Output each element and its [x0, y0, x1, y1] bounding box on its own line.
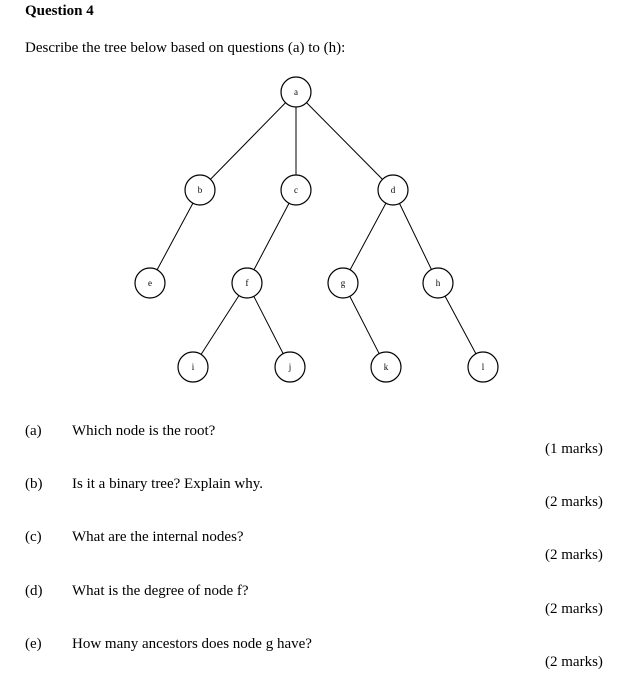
question-heading: Question 4	[25, 3, 94, 19]
question-marks: (2 marks)	[545, 547, 603, 563]
question-label: (d)	[25, 583, 43, 599]
question-intro: Describe the tree below based on questions (a) to (h):	[25, 40, 346, 56]
question-label: (a)	[25, 423, 42, 439]
question-text: Is it a binary tree? Explain why.	[72, 476, 264, 492]
question-text: How many ancestors does node g have?	[72, 636, 312, 652]
question-label: (c)	[25, 529, 42, 545]
tree-node-label: f	[245, 278, 249, 288]
tree-node-label: j	[288, 362, 292, 372]
tree-node-label: d	[390, 185, 396, 195]
question-text: Which node is the root?	[72, 423, 216, 439]
tree-edge-b-e	[150, 190, 200, 283]
tree-node-i	[178, 352, 208, 382]
question-marks: (1 marks)	[545, 441, 603, 457]
question-label: (e)	[25, 636, 42, 652]
tree-node-a	[281, 77, 311, 107]
question-marks: (2 marks)	[545, 494, 603, 510]
tree-node-label: b	[197, 185, 203, 195]
tree-node-label: c	[294, 185, 298, 195]
tree-node-label: g	[340, 278, 346, 288]
question-marks: (2 marks)	[545, 654, 603, 670]
tree-node-label: h	[435, 278, 441, 288]
tree-node-j	[275, 352, 305, 382]
tree-node-label: i	[191, 362, 195, 372]
tree-edge-d-g	[343, 190, 393, 283]
tree-edge-a-d	[296, 92, 393, 190]
tree-node-l	[468, 352, 498, 382]
tree-edge-a-b	[200, 92, 296, 190]
tree-node-d	[378, 175, 408, 205]
question-text: What are the internal nodes?	[72, 529, 244, 545]
tree-node-label: a	[294, 87, 298, 97]
tree-node-b	[185, 175, 215, 205]
question-label: (b)	[25, 476, 43, 492]
tree-node-label: l	[481, 362, 485, 372]
tree-node-f	[232, 268, 262, 298]
tree-node-e	[135, 268, 165, 298]
tree-node-c	[281, 175, 311, 205]
tree-node-label: e	[148, 278, 152, 288]
tree-node-h	[423, 268, 453, 298]
tree-node-k	[371, 352, 401, 382]
question-text: What is the degree of node f?	[72, 583, 249, 599]
tree-edge-c-f	[247, 190, 296, 283]
tree-node-label: k	[383, 362, 389, 372]
question-marks: (2 marks)	[545, 601, 603, 617]
tree-node-g	[328, 268, 358, 298]
